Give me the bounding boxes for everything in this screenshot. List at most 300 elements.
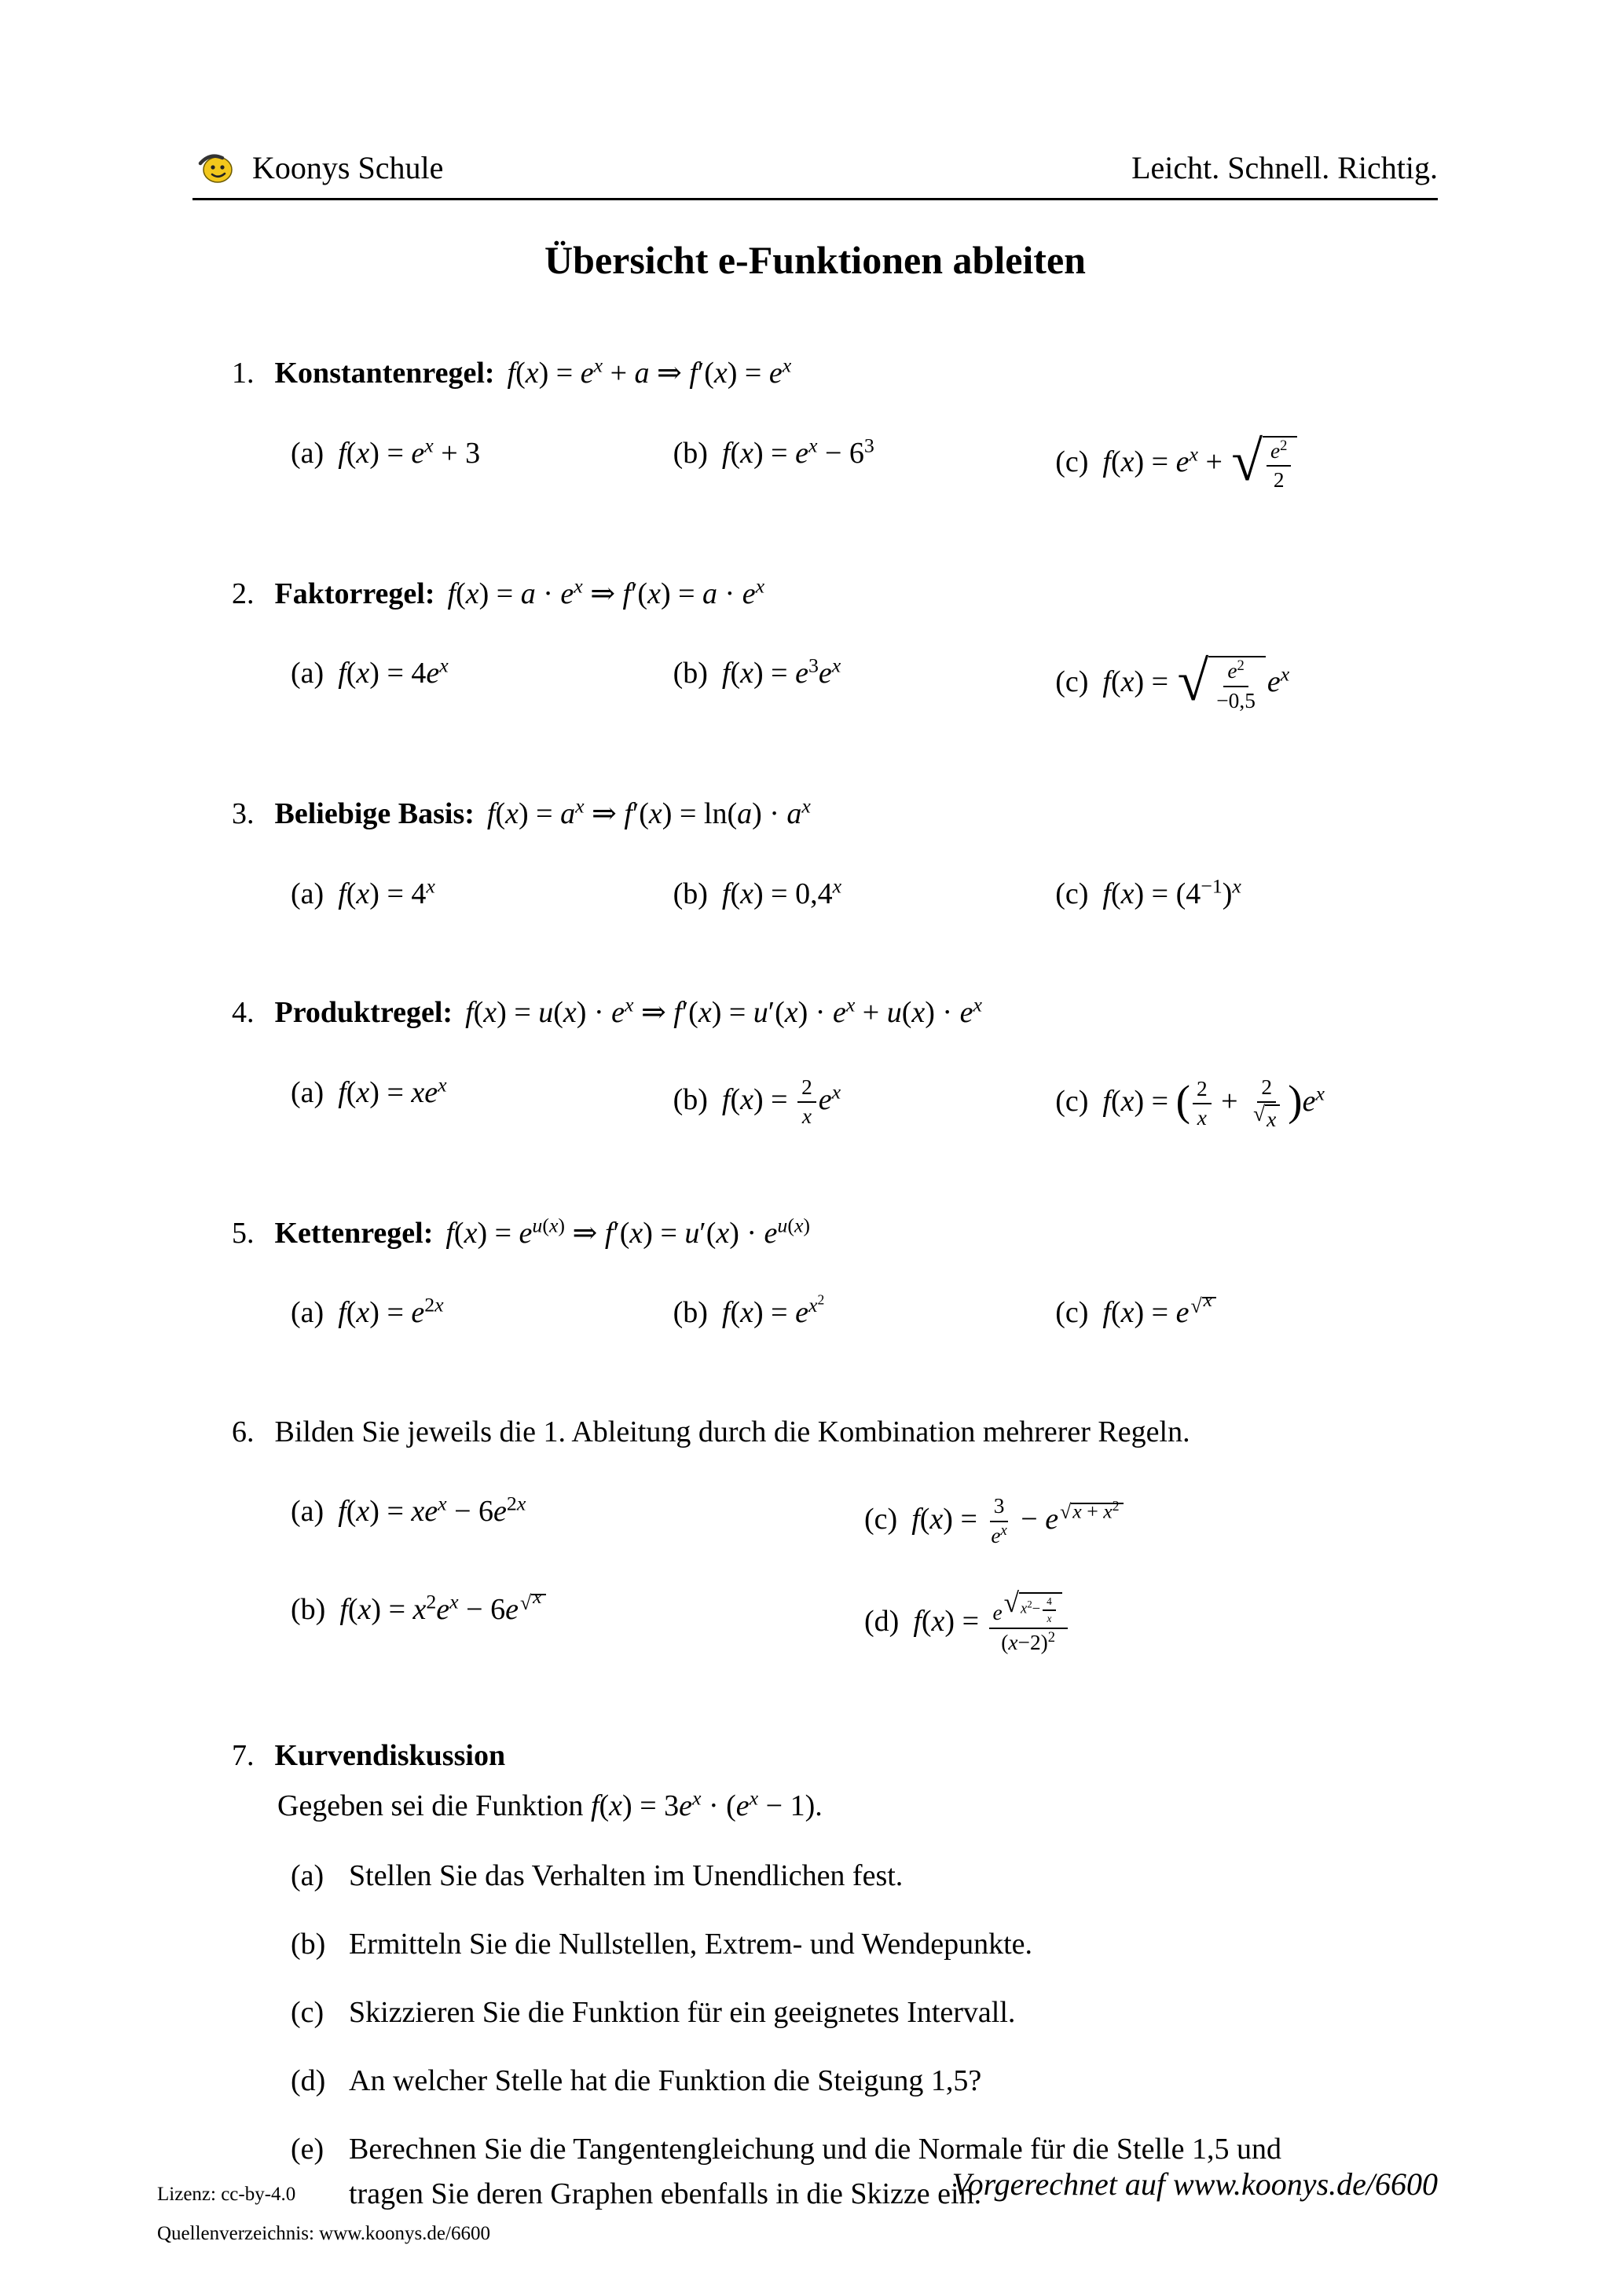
section-number: 7. bbox=[232, 1739, 255, 1773]
superscript: 2 bbox=[1237, 657, 1245, 674]
math-var: x bbox=[465, 577, 479, 610]
math-var: e bbox=[426, 657, 440, 690]
superscript bbox=[1189, 442, 1197, 465]
superscript bbox=[519, 1584, 548, 1614]
superscript: 2 bbox=[1112, 1498, 1120, 1514]
superscript: 2 bbox=[1280, 437, 1288, 454]
section-heading bbox=[192, 1415, 1438, 1451]
superscript: 2x bbox=[424, 1293, 444, 1316]
superscript bbox=[1189, 1287, 1218, 1317]
math-var: x bbox=[740, 657, 754, 690]
math-expression: f(x) = e $^{√ x}$ bbox=[1102, 1296, 1218, 1329]
radicand: $x^2-$ $\frac{4}{x}$ bbox=[1019, 1592, 1062, 1624]
math-expression: $f(x) = 3e^x \cdot (e^x - 1)$ bbox=[590, 1785, 816, 1822]
math-var: f bbox=[721, 1296, 731, 1330]
math-var: x bbox=[356, 877, 370, 910]
math-var: u bbox=[538, 996, 554, 1030]
item-label: (b) bbox=[673, 1082, 708, 1116]
math-var: x bbox=[1120, 1296, 1135, 1330]
math-var: x bbox=[692, 1785, 702, 1809]
section bbox=[192, 1216, 1438, 1331]
math-var: e bbox=[436, 1593, 450, 1627]
math-var: e bbox=[493, 1495, 507, 1529]
math-var: x bbox=[1120, 1084, 1135, 1118]
section-number: 5. bbox=[232, 1216, 255, 1250]
math-expression: $f(x) = (4^{-1})^x$ bbox=[1102, 873, 1241, 910]
math-var: e bbox=[764, 1216, 778, 1250]
exercise-item-row bbox=[192, 873, 1438, 913]
math-var: x bbox=[782, 353, 792, 377]
math-var: e bbox=[959, 996, 973, 1030]
math-var: x bbox=[629, 1216, 643, 1250]
item-label: (c) bbox=[1055, 1084, 1089, 1118]
math-var: a bbox=[634, 357, 650, 390]
section-heading bbox=[192, 353, 1438, 392]
math-var: x bbox=[1072, 1500, 1082, 1523]
item-label: (b) bbox=[673, 1296, 708, 1330]
math-var: x bbox=[1000, 1522, 1007, 1539]
item-label: (a) bbox=[291, 1495, 324, 1529]
section-title: Beliebige Basis: bbox=[274, 797, 475, 830]
exercise-item-row bbox=[192, 1494, 1438, 1548]
math-var: e bbox=[735, 1789, 750, 1822]
section-number: 1. bbox=[232, 357, 255, 390]
task-text: Skizzieren Sie die Funktion für ein geeignetes Intervall. bbox=[349, 1996, 1016, 2030]
superscript: 3 bbox=[863, 433, 874, 456]
math-var: x bbox=[575, 794, 585, 818]
math-var: x bbox=[516, 1492, 526, 1515]
math-var: e bbox=[424, 1495, 438, 1529]
task-item bbox=[291, 2059, 1438, 2104]
exercise-item bbox=[1055, 429, 1438, 493]
math-var: x bbox=[845, 993, 856, 1016]
math-var: f bbox=[911, 1502, 920, 1536]
source-text: Quellenverzeichnis: www.koonys.de/6600 bbox=[157, 2223, 490, 2244]
section-number: 3. bbox=[232, 797, 255, 830]
task-text: Ermitteln Sie die Nullstellen, Extrem- und Wendepunkte. bbox=[349, 1928, 1033, 1961]
math-var: x bbox=[1047, 1612, 1052, 1624]
math-var: e bbox=[818, 1082, 832, 1116]
math-var: e bbox=[560, 577, 574, 610]
math-expression: $f(x) = x^2e^x - 6e$ $^{√ x}$ bbox=[339, 1593, 547, 1626]
fraction-denominator bbox=[987, 1522, 1010, 1548]
math-var: f bbox=[721, 657, 731, 690]
math-var: f bbox=[338, 877, 346, 910]
math-var: u bbox=[886, 996, 902, 1030]
math-var: f bbox=[590, 1789, 599, 1822]
math-var: x bbox=[749, 1785, 759, 1809]
math-var: e bbox=[679, 1789, 692, 1822]
math-var: e bbox=[795, 657, 808, 690]
math-var: f bbox=[507, 357, 516, 390]
item-label: (c) bbox=[1055, 877, 1089, 910]
math-expression: f(x) = ( $\frac{2}{x}$ + 2 √ x )$e^x$ bbox=[1102, 1075, 1325, 1132]
math-expression: f(x) = e $^{√ x^2- \frac{4}{x}}$ $(x-2)^2$ bbox=[913, 1605, 1070, 1638]
exercise-item bbox=[864, 1587, 1438, 1655]
fraction bbox=[989, 1587, 1068, 1655]
math-var: e bbox=[424, 1075, 438, 1109]
fraction-numerator: 3 bbox=[990, 1494, 1009, 1522]
radical-sign: √ bbox=[1177, 650, 1209, 713]
fraction-numerator bbox=[1267, 439, 1291, 467]
superscript bbox=[575, 794, 584, 817]
math-var: x bbox=[424, 433, 434, 456]
math-var: x bbox=[1267, 1108, 1277, 1132]
section bbox=[192, 1415, 1438, 1655]
math-var: x bbox=[831, 654, 841, 677]
radicand: $x + x^2$ bbox=[1071, 1503, 1123, 1512]
superscript bbox=[439, 654, 448, 676]
math-var: x bbox=[698, 996, 712, 1030]
fraction bbox=[797, 1075, 816, 1130]
exercise-item-row bbox=[192, 1075, 1438, 1133]
fraction-numerator: 4 bbox=[1043, 1595, 1056, 1610]
square-root bbox=[1253, 1104, 1280, 1132]
task-text: Berechnen Sie die Tangentengleichung und die Normale für die Stelle 1,5 und tragen Sie deren Graphen ebenfalls in die Skizze ein. bbox=[349, 2133, 1281, 2211]
math-expression: f(x) = √ $\frac{e^2}{-0,5}$ $e^x$ bbox=[1102, 650, 1290, 713]
header-left bbox=[192, 149, 443, 187]
math-var: x bbox=[832, 873, 842, 897]
math-var: x bbox=[1315, 1082, 1325, 1105]
math-var: e bbox=[580, 357, 594, 390]
radicand bbox=[1265, 1104, 1280, 1132]
exercise-item bbox=[864, 1494, 1438, 1548]
fraction bbox=[1267, 439, 1291, 493]
math-var: f bbox=[604, 1216, 614, 1250]
superscript bbox=[1058, 1500, 1124, 1522]
fraction-numerator: 2 bbox=[1257, 1075, 1276, 1103]
math-var: e bbox=[795, 436, 808, 470]
section-text: Bilden Sie jeweils die 1. Ableitung durch die Kombination mehrerer Regeln. bbox=[274, 1415, 1190, 1448]
math-var: x bbox=[1008, 1630, 1018, 1654]
footer-reference: Vorgerechnet auf www.koonys.de/6600 bbox=[951, 2166, 1438, 2202]
math-var: x bbox=[740, 877, 754, 910]
math-var: x bbox=[533, 1584, 542, 1608]
fraction bbox=[1043, 1595, 1056, 1624]
superscript bbox=[1001, 1522, 1007, 1539]
math-var: x bbox=[609, 1789, 623, 1822]
big-paren: ( bbox=[1175, 1076, 1190, 1125]
exercise-item bbox=[673, 1075, 1056, 1133]
sections-container bbox=[192, 353, 1438, 2217]
math-var: e bbox=[1267, 665, 1281, 699]
math-var: e bbox=[1175, 1296, 1190, 1330]
task-label: (d) bbox=[291, 2064, 326, 2098]
math-expression: f(x) = $\frac{3}{e^x}$ − e $^{√ x + x^2}$ bbox=[911, 1503, 1124, 1536]
school-name: Koonys Schule bbox=[252, 150, 444, 185]
superscript bbox=[438, 1492, 446, 1515]
math-expression: $f(x) = 0,4^x$ bbox=[721, 873, 842, 910]
item-label: (a) bbox=[291, 436, 324, 470]
radical-sign: √ bbox=[1231, 429, 1263, 493]
math-var: f bbox=[1102, 877, 1111, 910]
math-var: a bbox=[737, 797, 753, 830]
math-var: e bbox=[795, 1296, 808, 1330]
math-var: f bbox=[1102, 445, 1111, 478]
superscript: u(x) bbox=[532, 1214, 566, 1237]
math-var: x bbox=[356, 1296, 370, 1330]
section bbox=[192, 573, 1438, 714]
math-expression: $f(x) = e^3e^x$ bbox=[721, 654, 841, 690]
license-text: Lizenz: cc-by-4.0 bbox=[157, 2184, 296, 2205]
math-var: x bbox=[801, 1104, 812, 1129]
superscript: 2 bbox=[1027, 1598, 1032, 1610]
page-header bbox=[192, 0, 1438, 200]
math-expression: $f(x) = 4e^x$ bbox=[338, 654, 449, 690]
fraction bbox=[1212, 659, 1259, 713]
section-intro bbox=[192, 1785, 1438, 1825]
fraction-numerator: 2 bbox=[797, 1075, 816, 1103]
superscript bbox=[973, 994, 981, 1016]
math-var: e bbox=[991, 1523, 1001, 1547]
task-item bbox=[291, 1990, 1438, 2035]
math-expression: $f(x) = e^x - 6^3$ bbox=[721, 433, 874, 470]
square-root bbox=[1190, 1287, 1216, 1317]
math-var: x bbox=[1189, 442, 1198, 466]
math-var: e bbox=[1227, 659, 1237, 683]
math-var: f bbox=[486, 797, 496, 830]
item-label: (a) bbox=[291, 657, 324, 690]
superscript bbox=[438, 1073, 446, 1096]
math-var: x bbox=[831, 1080, 841, 1104]
header-slogan: Leicht. Schnell. Richtig. bbox=[1131, 150, 1438, 185]
section bbox=[192, 1738, 1438, 2217]
math-var: x bbox=[426, 873, 435, 897]
math-var: x bbox=[794, 1214, 804, 1237]
square-root bbox=[1003, 1587, 1062, 1624]
superscript bbox=[424, 434, 433, 456]
exercise-item bbox=[1055, 1287, 1438, 1331]
exercise-item bbox=[1055, 1075, 1438, 1133]
item-label: (c) bbox=[1055, 445, 1089, 478]
math-var: f bbox=[624, 797, 632, 830]
superscript: 3 bbox=[808, 654, 819, 677]
section-heading bbox=[192, 995, 1438, 1031]
superscript bbox=[750, 1786, 758, 1809]
math-var: x bbox=[1120, 445, 1135, 478]
math-var: x bbox=[438, 1073, 447, 1097]
math-var: x bbox=[784, 996, 798, 1030]
item-label: (a) bbox=[291, 1075, 324, 1109]
math-var: x bbox=[1280, 662, 1290, 686]
math-var: f bbox=[689, 357, 698, 390]
superscript bbox=[574, 574, 582, 597]
superscript bbox=[756, 574, 764, 597]
math-expression: $f(x) = 4^x$ bbox=[338, 873, 435, 910]
math-expression: $f(x) = e^{x^2}$ bbox=[721, 1291, 825, 1330]
exercise-item-row bbox=[192, 1584, 1438, 1655]
math-var: f bbox=[338, 1075, 346, 1109]
exercise-item-row bbox=[192, 650, 1438, 713]
exercise-item bbox=[291, 1295, 673, 1331]
superscript bbox=[449, 1591, 458, 1613]
radical-sign: √ bbox=[1060, 1500, 1072, 1524]
math-var: x bbox=[755, 573, 765, 597]
exercise-item bbox=[291, 656, 673, 713]
koonys-smiley-logo-icon bbox=[192, 151, 236, 185]
math-var: x bbox=[356, 1075, 370, 1109]
item-label: (c) bbox=[1055, 665, 1089, 699]
superscript: 2 bbox=[817, 1291, 825, 1308]
exercise-item bbox=[291, 433, 673, 493]
math-expression: $f(x) = e^x + 3$ bbox=[338, 433, 481, 470]
item-label: (c) bbox=[1055, 1296, 1089, 1330]
section bbox=[192, 353, 1438, 493]
math-var: f bbox=[338, 1296, 346, 1330]
math-var: x bbox=[548, 1214, 559, 1237]
math-var: u bbox=[532, 1214, 543, 1237]
math-expression: $f(x) = e^x + a$ ⇒ $f'(x) = e^x$ bbox=[507, 353, 792, 390]
square-root bbox=[1231, 429, 1297, 493]
fraction-denominator: −0,5 bbox=[1216, 688, 1256, 712]
math-var: f bbox=[338, 1495, 346, 1529]
exercise-item bbox=[673, 656, 1056, 713]
superscript bbox=[833, 874, 841, 897]
math-var: e bbox=[992, 1601, 1003, 1625]
math-var: x bbox=[1120, 877, 1135, 910]
superscript bbox=[426, 874, 434, 897]
math-var: f bbox=[338, 657, 346, 690]
math-var: x bbox=[357, 1593, 372, 1627]
math-var: f bbox=[339, 1593, 348, 1627]
intro-text: Gegeben sei die Funktion bbox=[277, 1789, 591, 1822]
math-var: x bbox=[1203, 1287, 1213, 1311]
superscript bbox=[808, 434, 817, 456]
math-var: x bbox=[412, 1593, 427, 1627]
math-var: x bbox=[801, 794, 811, 818]
math-var: e bbox=[1175, 445, 1190, 478]
math-var: x bbox=[647, 577, 661, 610]
section-title: Faktorregel: bbox=[274, 577, 435, 610]
section bbox=[192, 796, 1438, 912]
section-number: 4. bbox=[232, 996, 255, 1030]
math-var: f bbox=[1102, 1084, 1111, 1118]
section-heading bbox=[192, 796, 1438, 833]
fraction bbox=[1248, 1075, 1285, 1133]
math-var: x bbox=[505, 797, 519, 830]
math-var: e bbox=[1270, 438, 1281, 463]
math-var: x bbox=[740, 436, 754, 470]
math-var: u bbox=[777, 1214, 788, 1237]
math-var: x bbox=[1232, 873, 1241, 897]
math-var: x bbox=[740, 1296, 754, 1330]
fraction bbox=[987, 1494, 1010, 1548]
radical-sign: √ bbox=[1003, 1587, 1020, 1619]
math-var: a bbox=[786, 797, 802, 830]
math-var: e bbox=[818, 657, 832, 690]
math-var: x bbox=[439, 654, 449, 677]
superscript bbox=[783, 353, 791, 376]
square-root bbox=[1060, 1498, 1123, 1524]
math-var: a bbox=[520, 577, 536, 610]
item-label: (d) bbox=[864, 1604, 900, 1638]
task-label: (a) bbox=[291, 1859, 324, 1893]
math-var: x bbox=[411, 1075, 425, 1109]
item-label: (b) bbox=[673, 877, 708, 910]
superscript bbox=[846, 994, 855, 1016]
math-var: f bbox=[721, 1082, 731, 1116]
big-paren: ) bbox=[1288, 1076, 1303, 1125]
exercise-item bbox=[1055, 650, 1438, 713]
superscript bbox=[801, 794, 810, 817]
fraction-numerator bbox=[989, 1587, 1068, 1628]
superscript: 2 bbox=[426, 1590, 437, 1613]
page-title: Übersicht e-Funktionen ableiten bbox=[544, 238, 1086, 282]
task-list bbox=[192, 1854, 1438, 2217]
math-var: f bbox=[1102, 1296, 1111, 1330]
math-expression: $f(x) = e^x$ + √ $\frac{e^2}{2}$ bbox=[1102, 445, 1299, 478]
math-var: e bbox=[411, 436, 425, 470]
radical-sign: √ bbox=[1253, 1102, 1266, 1126]
superscript bbox=[1232, 874, 1241, 897]
math-var: x bbox=[483, 996, 497, 1030]
item-label: (b) bbox=[673, 436, 708, 470]
content-area bbox=[192, 0, 1438, 2296]
exercise-item bbox=[673, 433, 1056, 493]
superscript: −1 bbox=[1201, 873, 1223, 897]
math-expression: $f(x) = xe^x - 6e^{2x}$ bbox=[338, 1492, 526, 1529]
section-title: Kurvendiskussion bbox=[274, 1739, 506, 1773]
math-var: e bbox=[742, 577, 756, 610]
superscript: 2 bbox=[1047, 1628, 1056, 1646]
math-var: x bbox=[593, 353, 603, 377]
math-var: x bbox=[648, 797, 662, 830]
radicand bbox=[1202, 1287, 1216, 1311]
radical-sign: √ bbox=[519, 1591, 532, 1614]
math-var: x bbox=[574, 573, 583, 597]
task-label: (e) bbox=[291, 2133, 324, 2166]
superscript bbox=[625, 994, 633, 1016]
math-var: x bbox=[713, 357, 728, 390]
superscript bbox=[692, 1786, 701, 1809]
radicand bbox=[1208, 656, 1266, 713]
task-item bbox=[291, 1854, 1438, 1899]
section-heading bbox=[192, 1216, 1438, 1252]
math-var: x bbox=[411, 1495, 425, 1529]
math-var: x bbox=[808, 433, 818, 456]
math-var: f bbox=[447, 577, 456, 610]
exercise-item-row bbox=[192, 1287, 1438, 1331]
math-var: f bbox=[721, 877, 731, 910]
math-var: x bbox=[356, 436, 370, 470]
math-var: f bbox=[1102, 665, 1111, 699]
footer-left bbox=[157, 2167, 490, 2246]
fraction-denominator bbox=[1043, 1611, 1056, 1624]
fraction-denominator bbox=[1248, 1103, 1285, 1132]
math-var: x bbox=[808, 1293, 818, 1316]
math-var: e bbox=[611, 996, 625, 1030]
exercise-item bbox=[673, 1291, 1056, 1331]
fraction-numerator bbox=[1223, 659, 1248, 687]
math-var: x bbox=[740, 1082, 754, 1116]
math-expression: $f(x) = e^{u(x)}$ ⇒ $f'(x) = u'(x) \cdot e^{u(x)}$ bbox=[445, 1214, 811, 1250]
math-var: e bbox=[832, 996, 846, 1030]
superscript: u(x) bbox=[777, 1214, 811, 1237]
math-var: f bbox=[673, 996, 682, 1030]
math-var: x bbox=[563, 996, 577, 1030]
math-var: f bbox=[445, 1216, 454, 1250]
section-title: Kettenregel: bbox=[274, 1216, 434, 1250]
math-var: f bbox=[338, 436, 346, 470]
math-var: a bbox=[560, 797, 576, 830]
math-var: e bbox=[1302, 1084, 1316, 1118]
math-var: u bbox=[684, 1216, 700, 1250]
intro-suffix: . bbox=[815, 1789, 823, 1822]
math-var: x bbox=[716, 1216, 730, 1250]
math-expression: f(x) = $\frac{2}{x}$ $e^x$ bbox=[721, 1075, 841, 1129]
exercise-item bbox=[291, 1494, 864, 1548]
math-expression: $f(x) = e^{2x}$ bbox=[338, 1293, 444, 1330]
